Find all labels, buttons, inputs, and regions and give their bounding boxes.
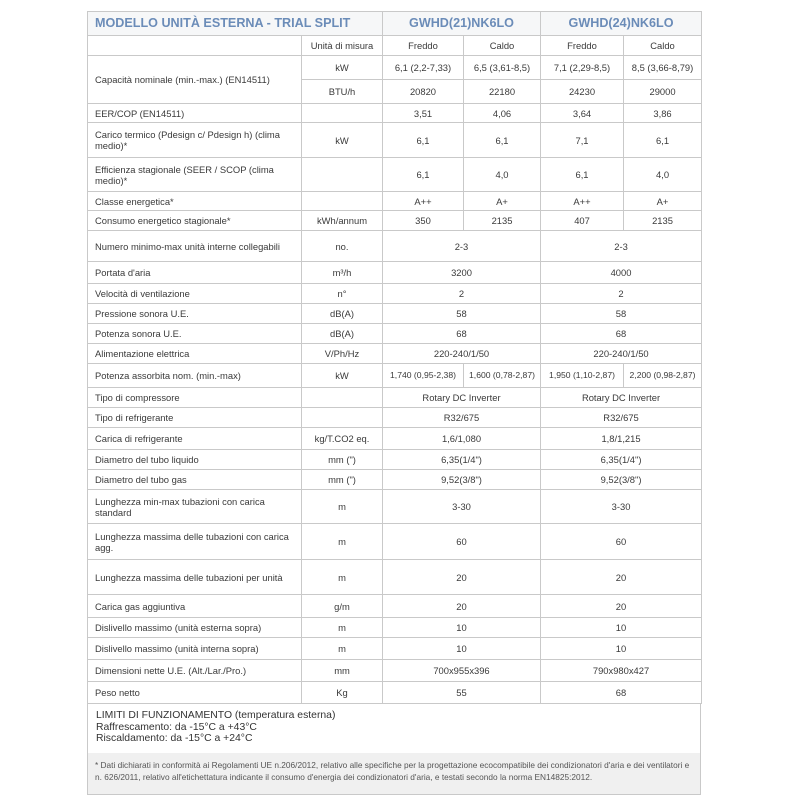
row-label: Velocità di ventilazione xyxy=(88,284,302,304)
cell-b-hot: 29000 xyxy=(624,80,702,104)
cell-b-cold: 1,950 (1,10-2,87) xyxy=(541,364,624,388)
cell-b-cold: 24230 xyxy=(541,80,624,104)
row-unit: dB(A) xyxy=(302,324,383,344)
row-unit xyxy=(302,408,383,428)
table-row xyxy=(88,192,702,211)
row-unit: kWh/annum xyxy=(302,211,383,231)
cell-a: Rotary DC Inverter xyxy=(383,388,541,408)
limits-heating: Riscaldamento: da -15°C a +24°C xyxy=(96,733,253,744)
cell-a-cold: 6,1 (2,2-7,33) xyxy=(383,56,464,80)
row-label: Potenza sonora U.E. xyxy=(88,324,302,344)
table-row xyxy=(88,344,702,364)
table-row xyxy=(88,104,702,123)
row-label: Peso netto xyxy=(88,682,302,704)
cell-a-hot: 4,0 xyxy=(464,158,541,192)
row-unit: m xyxy=(302,638,383,660)
cell-a-hot: 4,06 xyxy=(464,104,541,123)
cell-a-cold: 3,51 xyxy=(383,104,464,123)
table-row xyxy=(88,595,702,618)
row-unit: m xyxy=(302,490,383,524)
row-unit: m xyxy=(302,618,383,638)
model-a-title: GWHD(21)NK6LO xyxy=(383,12,541,36)
row-label: Portata d'aria xyxy=(88,262,302,284)
row-unit: dB(A) xyxy=(302,304,383,324)
row-unit xyxy=(302,192,383,211)
limits-title: LIMITI DI FUNZIONAMENTO (temperatura esterna) xyxy=(96,710,336,721)
row-unit xyxy=(302,388,383,408)
header-row xyxy=(88,12,702,36)
cell-a: 1,6/1,080 xyxy=(383,428,541,450)
row-label: Lunghezza massima delle tubazioni per unità xyxy=(88,560,302,595)
cell-a: 60 xyxy=(383,524,541,560)
row-label: Alimentazione elettrica xyxy=(88,344,302,364)
table-row xyxy=(88,450,702,470)
limits-cooling: Raffrescamento: da -15°C a +43°C xyxy=(96,721,257,733)
cell-a-cold: A++ xyxy=(383,192,464,211)
row-label: Tipo di refrigerante xyxy=(88,408,302,428)
cell-b-hot: 4,0 xyxy=(624,158,702,192)
row-unit xyxy=(302,158,383,192)
row-unit: mm (") xyxy=(302,450,383,470)
row-label: Efficienza stagionale (SEER / SCOP (clima medio)* xyxy=(88,158,302,192)
table-row xyxy=(88,490,702,524)
subheader-row xyxy=(88,36,702,56)
cell-b: 20 xyxy=(541,560,702,595)
row-label: Pressione sonora U.E. xyxy=(88,304,302,324)
table-row xyxy=(88,524,702,560)
row-unit: mm (") xyxy=(302,470,383,490)
cell-b: 4000 xyxy=(541,262,702,284)
table-row xyxy=(88,324,702,344)
cold-header-a: Freddo xyxy=(383,36,464,56)
cell-a: 2-3 xyxy=(383,231,541,262)
row-unit: kg/T.CO2 eq. xyxy=(302,428,383,450)
row-unit: kW xyxy=(302,364,383,388)
table-row xyxy=(88,638,702,660)
row-label: Potenza assorbita nom. (min.-max) xyxy=(88,364,302,388)
cell-b-hot: 2135 xyxy=(624,211,702,231)
cell-a: 6,35(1/4") xyxy=(383,450,541,470)
row-label: Carica gas aggiuntiva xyxy=(88,595,302,618)
cell-b-cold: A++ xyxy=(541,192,624,211)
cell-a-cold: 1,740 (0,95-2,38) xyxy=(383,364,464,388)
model-b-title: GWHD(24)NK6LO xyxy=(541,12,702,36)
cell-a: 20 xyxy=(383,560,541,595)
table-row xyxy=(88,123,702,158)
row-unit: m xyxy=(302,560,383,595)
row-label: Carica di refrigerante xyxy=(88,428,302,450)
cell-a: 20 xyxy=(383,595,541,618)
cell-a: 55 xyxy=(383,682,541,704)
cell-a-hot: 6,5 (3,61-8,5) xyxy=(464,56,541,80)
row-unit: g/m xyxy=(302,595,383,618)
operating-limits xyxy=(87,704,701,753)
cell-b-hot: 8,5 (3,66-8,79) xyxy=(624,56,702,80)
cell-b-cold: 6,1 xyxy=(541,158,624,192)
spec-table xyxy=(87,11,702,704)
row-label: Consumo energetico stagionale* xyxy=(88,211,302,231)
table-row xyxy=(88,560,702,595)
table-row xyxy=(88,284,702,304)
cell-b-hot: 3,86 xyxy=(624,104,702,123)
cell-b: 68 xyxy=(541,324,702,344)
cell-a-hot: A+ xyxy=(464,192,541,211)
row-unit: Kg xyxy=(302,682,383,704)
cell-b: Rotary DC Inverter xyxy=(541,388,702,408)
cell-a: 3-30 xyxy=(383,490,541,524)
cell-b: 60 xyxy=(541,524,702,560)
row-label: Tipo di compressore xyxy=(88,388,302,408)
row-label: EER/COP (EN14511) xyxy=(88,104,302,123)
row-label: Capacità nominale (min.-max.) (EN14511) xyxy=(88,56,302,104)
cell-a-cold: 6,1 xyxy=(383,158,464,192)
cell-a: 220-240/1/50 xyxy=(383,344,541,364)
table-row xyxy=(88,262,702,284)
cell-a-cold: 6,1 xyxy=(383,123,464,158)
cell-a: 2 xyxy=(383,284,541,304)
cell-b: 10 xyxy=(541,638,702,660)
cell-a: 68 xyxy=(383,324,541,344)
cell-b-hot: 2,200 (0,98-2,87) xyxy=(624,364,702,388)
row-unit: kW xyxy=(302,123,383,158)
row-unit xyxy=(302,104,383,123)
cell-a-hot: 1,600 (0,78-2,87) xyxy=(464,364,541,388)
cell-b: 68 xyxy=(541,682,702,704)
cell-a: 9,52(3/8") xyxy=(383,470,541,490)
row-label: Carico termico (Pdesign c/ Pdesign h) (clima medio)* xyxy=(88,123,302,158)
row-label: Diametro del tubo liquido xyxy=(88,450,302,470)
row-label: Diametro del tubo gas xyxy=(88,470,302,490)
cell-b-hot: A+ xyxy=(624,192,702,211)
hot-header-b: Caldo xyxy=(624,36,702,56)
table-row xyxy=(88,682,702,704)
footnote: * Dati dichiarati in conformità ai Regolamenti UE n.206/2012, relativo alle specifiche per la progettazione ecocompatibile dei condizionatori d'aria e dei ventilatori e n. 626/2011, relativo all'etichettatura indicante il consumo d'energia dei condizionatori d'aria, e testati secondo la norma EN14825:2012. xyxy=(87,753,701,795)
spec-sheet xyxy=(87,11,701,795)
table-row xyxy=(88,660,702,682)
cell-a: R32/675 xyxy=(383,408,541,428)
cell-b-cold: 7,1 (2,29-8,5) xyxy=(541,56,624,80)
cell-b: 790x980x427 xyxy=(541,660,702,682)
cell-b: 10 xyxy=(541,618,702,638)
row-unit: no. xyxy=(302,231,383,262)
cell-b: 9,52(3/8") xyxy=(541,470,702,490)
empty-cell xyxy=(88,36,302,56)
cell-b-cold: 7,1 xyxy=(541,123,624,158)
row-label: Lunghezza massima delle tubazioni con carica agg. xyxy=(88,524,302,560)
cell-b: 58 xyxy=(541,304,702,324)
row-unit: BTU/h xyxy=(302,80,383,104)
table-row xyxy=(88,618,702,638)
cell-a-hot: 22180 xyxy=(464,80,541,104)
table-row xyxy=(88,56,702,80)
cell-b: 2 xyxy=(541,284,702,304)
row-unit: n° xyxy=(302,284,383,304)
hot-header-a: Caldo xyxy=(464,36,541,56)
cell-b-hot: 6,1 xyxy=(624,123,702,158)
row-label: Dislivello massimo (unità esterna sopra) xyxy=(88,618,302,638)
cell-b: 1,8/1,215 xyxy=(541,428,702,450)
unit-header: Unità di misura xyxy=(302,36,383,56)
cell-a-hot: 2135 xyxy=(464,211,541,231)
row-label: Classe energetica* xyxy=(88,192,302,211)
row-unit: m xyxy=(302,524,383,560)
row-label: Dimensioni nette U.E. (Alt./Lar./Pro.) xyxy=(88,660,302,682)
cell-b: 20 xyxy=(541,595,702,618)
cell-b: 220-240/1/50 xyxy=(541,344,702,364)
cell-b-cold: 3,64 xyxy=(541,104,624,123)
table-row xyxy=(88,428,702,450)
cold-header-b: Freddo xyxy=(541,36,624,56)
table-row xyxy=(88,211,702,231)
cell-b: 3-30 xyxy=(541,490,702,524)
cell-b: 2-3 xyxy=(541,231,702,262)
cell-a-hot: 6,1 xyxy=(464,123,541,158)
cell-a-cold: 20820 xyxy=(383,80,464,104)
cell-a-cold: 350 xyxy=(383,211,464,231)
table-row xyxy=(88,158,702,192)
cell-b-cold: 407 xyxy=(541,211,624,231)
row-label: Dislivello massimo (unità interna sopra) xyxy=(88,638,302,660)
table-row xyxy=(88,388,702,408)
table-row xyxy=(88,364,702,388)
cell-a: 3200 xyxy=(383,262,541,284)
cell-a: 700x955x396 xyxy=(383,660,541,682)
row-label: Lunghezza min-max tubazioni con carica standard xyxy=(88,490,302,524)
table-row xyxy=(88,408,702,428)
table-row xyxy=(88,470,702,490)
row-unit: m³/h xyxy=(302,262,383,284)
cell-b: 6,35(1/4") xyxy=(541,450,702,470)
table-row xyxy=(88,231,702,262)
row-unit: mm xyxy=(302,660,383,682)
cell-a: 10 xyxy=(383,618,541,638)
row-label: Numero minimo-max unità interne collegabili xyxy=(88,231,302,262)
table-row xyxy=(88,304,702,324)
cell-b: R32/675 xyxy=(541,408,702,428)
row-unit: kW xyxy=(302,56,383,80)
table-title: MODELLO UNITÀ ESTERNA - TRIAL SPLIT xyxy=(88,12,383,36)
cell-a: 58 xyxy=(383,304,541,324)
row-unit: V/Ph/Hz xyxy=(302,344,383,364)
cell-a: 10 xyxy=(383,638,541,660)
